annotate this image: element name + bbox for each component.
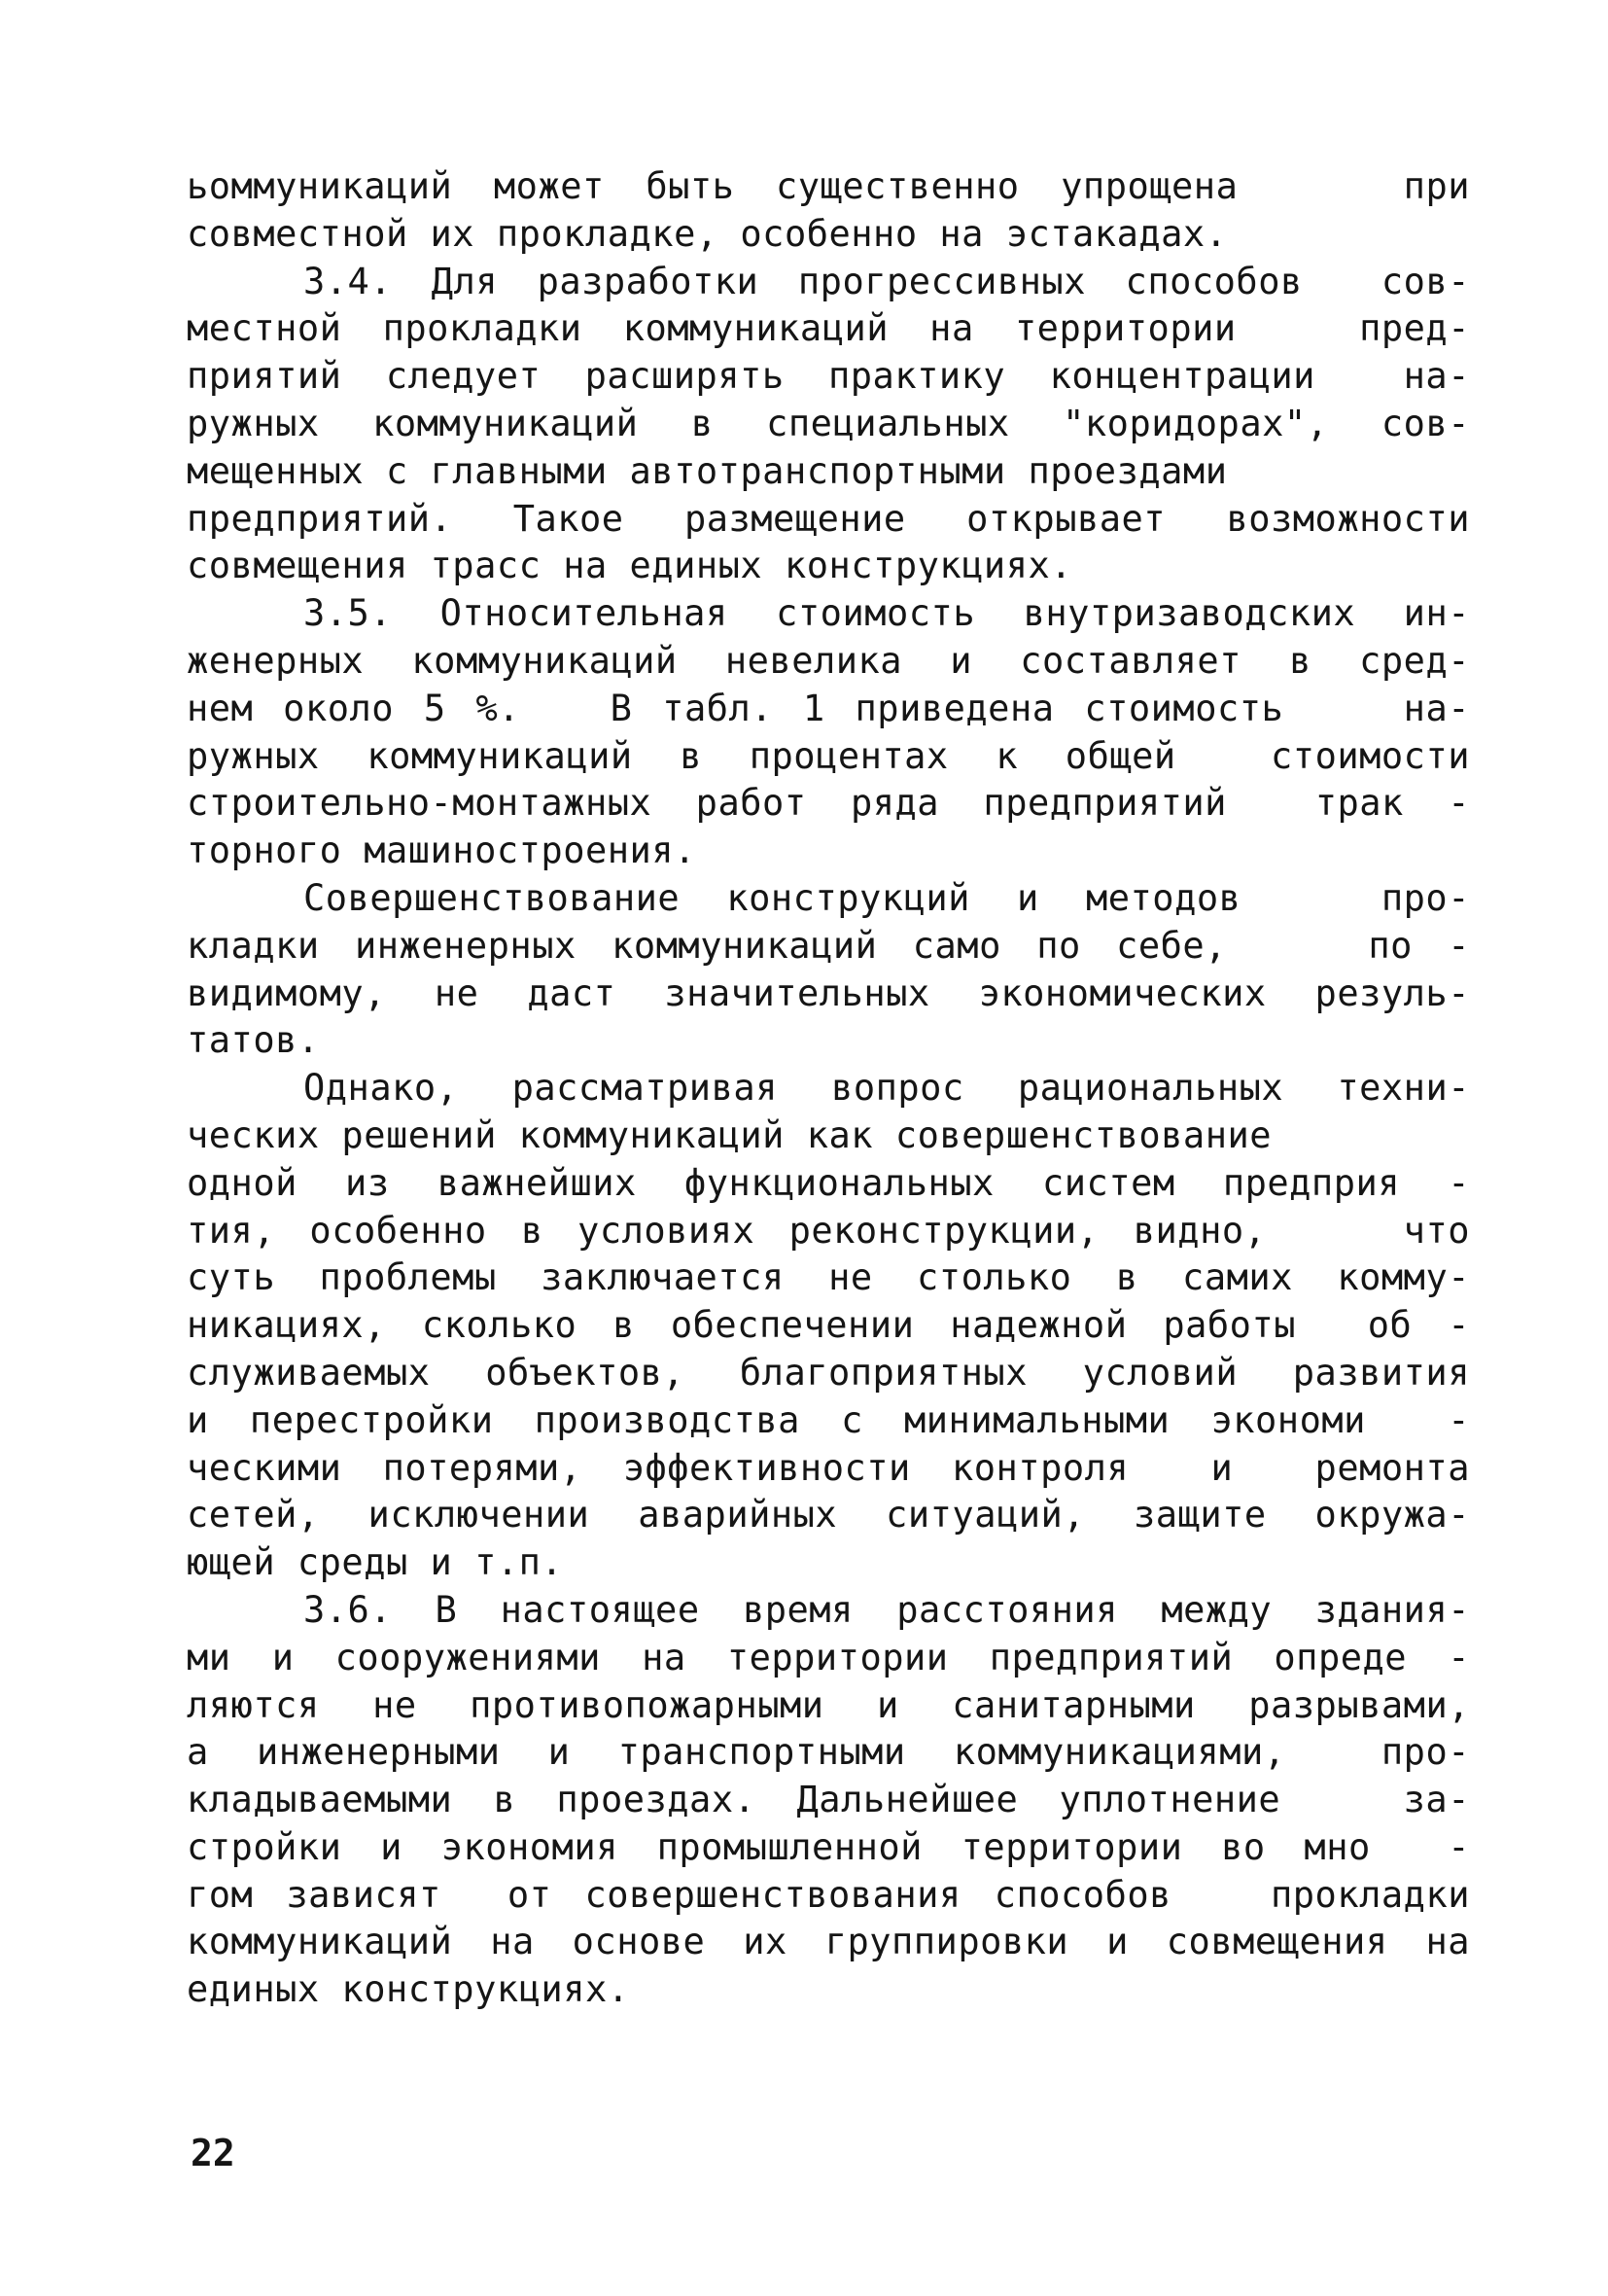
text-line: Совершенствование конструкций и методов про- xyxy=(303,876,1470,919)
text-line: сетей, исключении аварийных ситуаций, защите окружа- xyxy=(187,1494,1470,1537)
text-line: 3.6. В настоящее время расстояния между здания- xyxy=(303,1588,1470,1631)
text-line: кладываемыми в проездах. Дальнейшее уплотнение за- xyxy=(187,1779,1470,1821)
text-line: гом зависят от совершенствования способов прокладки xyxy=(187,1873,1470,1916)
text-line: совместной их прокладке, особенно на эстакадах. xyxy=(187,212,1228,255)
text-line: а инженерными и транспортными коммуникациями, про- xyxy=(187,1731,1470,1774)
text-line: женерных коммуникаций невелика и составляет в сред- xyxy=(187,639,1470,682)
text-line: 3.5. Относительная стоимость внутризаводских ин- xyxy=(303,592,1470,635)
text-line: 3.4. Для разработки прогрессивных способов сов- xyxy=(303,260,1470,302)
text-line: ющей среды и т.п. xyxy=(187,1541,564,1584)
text-line: суть проблемы заключается не столько в самих комму- xyxy=(187,1256,1470,1299)
text-line: совмещения трасс на единых конструкциях. xyxy=(187,545,1073,587)
text-line: ми и сооружениями на территории предприятий опреде - xyxy=(187,1636,1470,1678)
text-line: местной прокладки коммуникаций на территории пред- xyxy=(187,307,1470,350)
text-line: мещенных с главными автотранспортными проездами xyxy=(187,449,1228,492)
text-line: строительно-монтажных работ ряда предприятий трак - xyxy=(187,782,1470,825)
text-line: служиваемых объектов, благоприятных условий развития xyxy=(187,1351,1470,1394)
text-line: приятий следует расширять практику концентрации на- xyxy=(187,355,1470,398)
page-number: 22 xyxy=(191,2132,235,2174)
text-line: стройки и экономия промышленной территории во мно - xyxy=(187,1825,1470,1868)
text-line: коммуникаций на основе их группировки и совмещения на xyxy=(187,1921,1470,1963)
text-line: ружных коммуникаций в специальных "коридорах", сов- xyxy=(187,402,1470,444)
text-line: предприятий. Такое размещение открывает возможности xyxy=(187,497,1470,540)
text-line: тия, особенно в условиях реконструкции, видно, что xyxy=(187,1209,1470,1252)
text-line: кладки инженерных коммуникаций само по себе, по - xyxy=(187,924,1470,967)
text-line: Однако, рассматривая вопрос рациональных техни- xyxy=(303,1067,1470,1110)
text-line: торного машиностроения. xyxy=(187,830,696,872)
text-line: татов. xyxy=(187,1019,320,1062)
text-line: ляются не противопожарными и санитарными разрывами, xyxy=(187,1683,1470,1726)
text-line: видимому, не даст значительных экономических резуль- xyxy=(187,971,1470,1014)
text-line: одной из важнейших функциональных систем предприя - xyxy=(187,1161,1470,1204)
text-line: ружных коммуникаций в процентах к общей стоимости xyxy=(187,734,1470,777)
text-line: единых конструкциях. xyxy=(187,1968,630,2011)
text-line: нем около 5 %. В табл. 1 приведена стоимость на- xyxy=(187,687,1470,729)
text-line: и перестройки производства с минимальными экономи - xyxy=(187,1398,1470,1441)
text-line: никациях, сколько в обеспечении надежной работы об - xyxy=(187,1304,1470,1347)
body-text xyxy=(187,163,1470,2014)
text-line: ьоммуникаций может быть существенно упрощена при xyxy=(187,165,1470,207)
text-line: ческими потерями, эффективности контроля и ремонта xyxy=(187,1446,1470,1489)
text-line: ческих решений коммуникаций как совершенствование xyxy=(187,1113,1273,1156)
